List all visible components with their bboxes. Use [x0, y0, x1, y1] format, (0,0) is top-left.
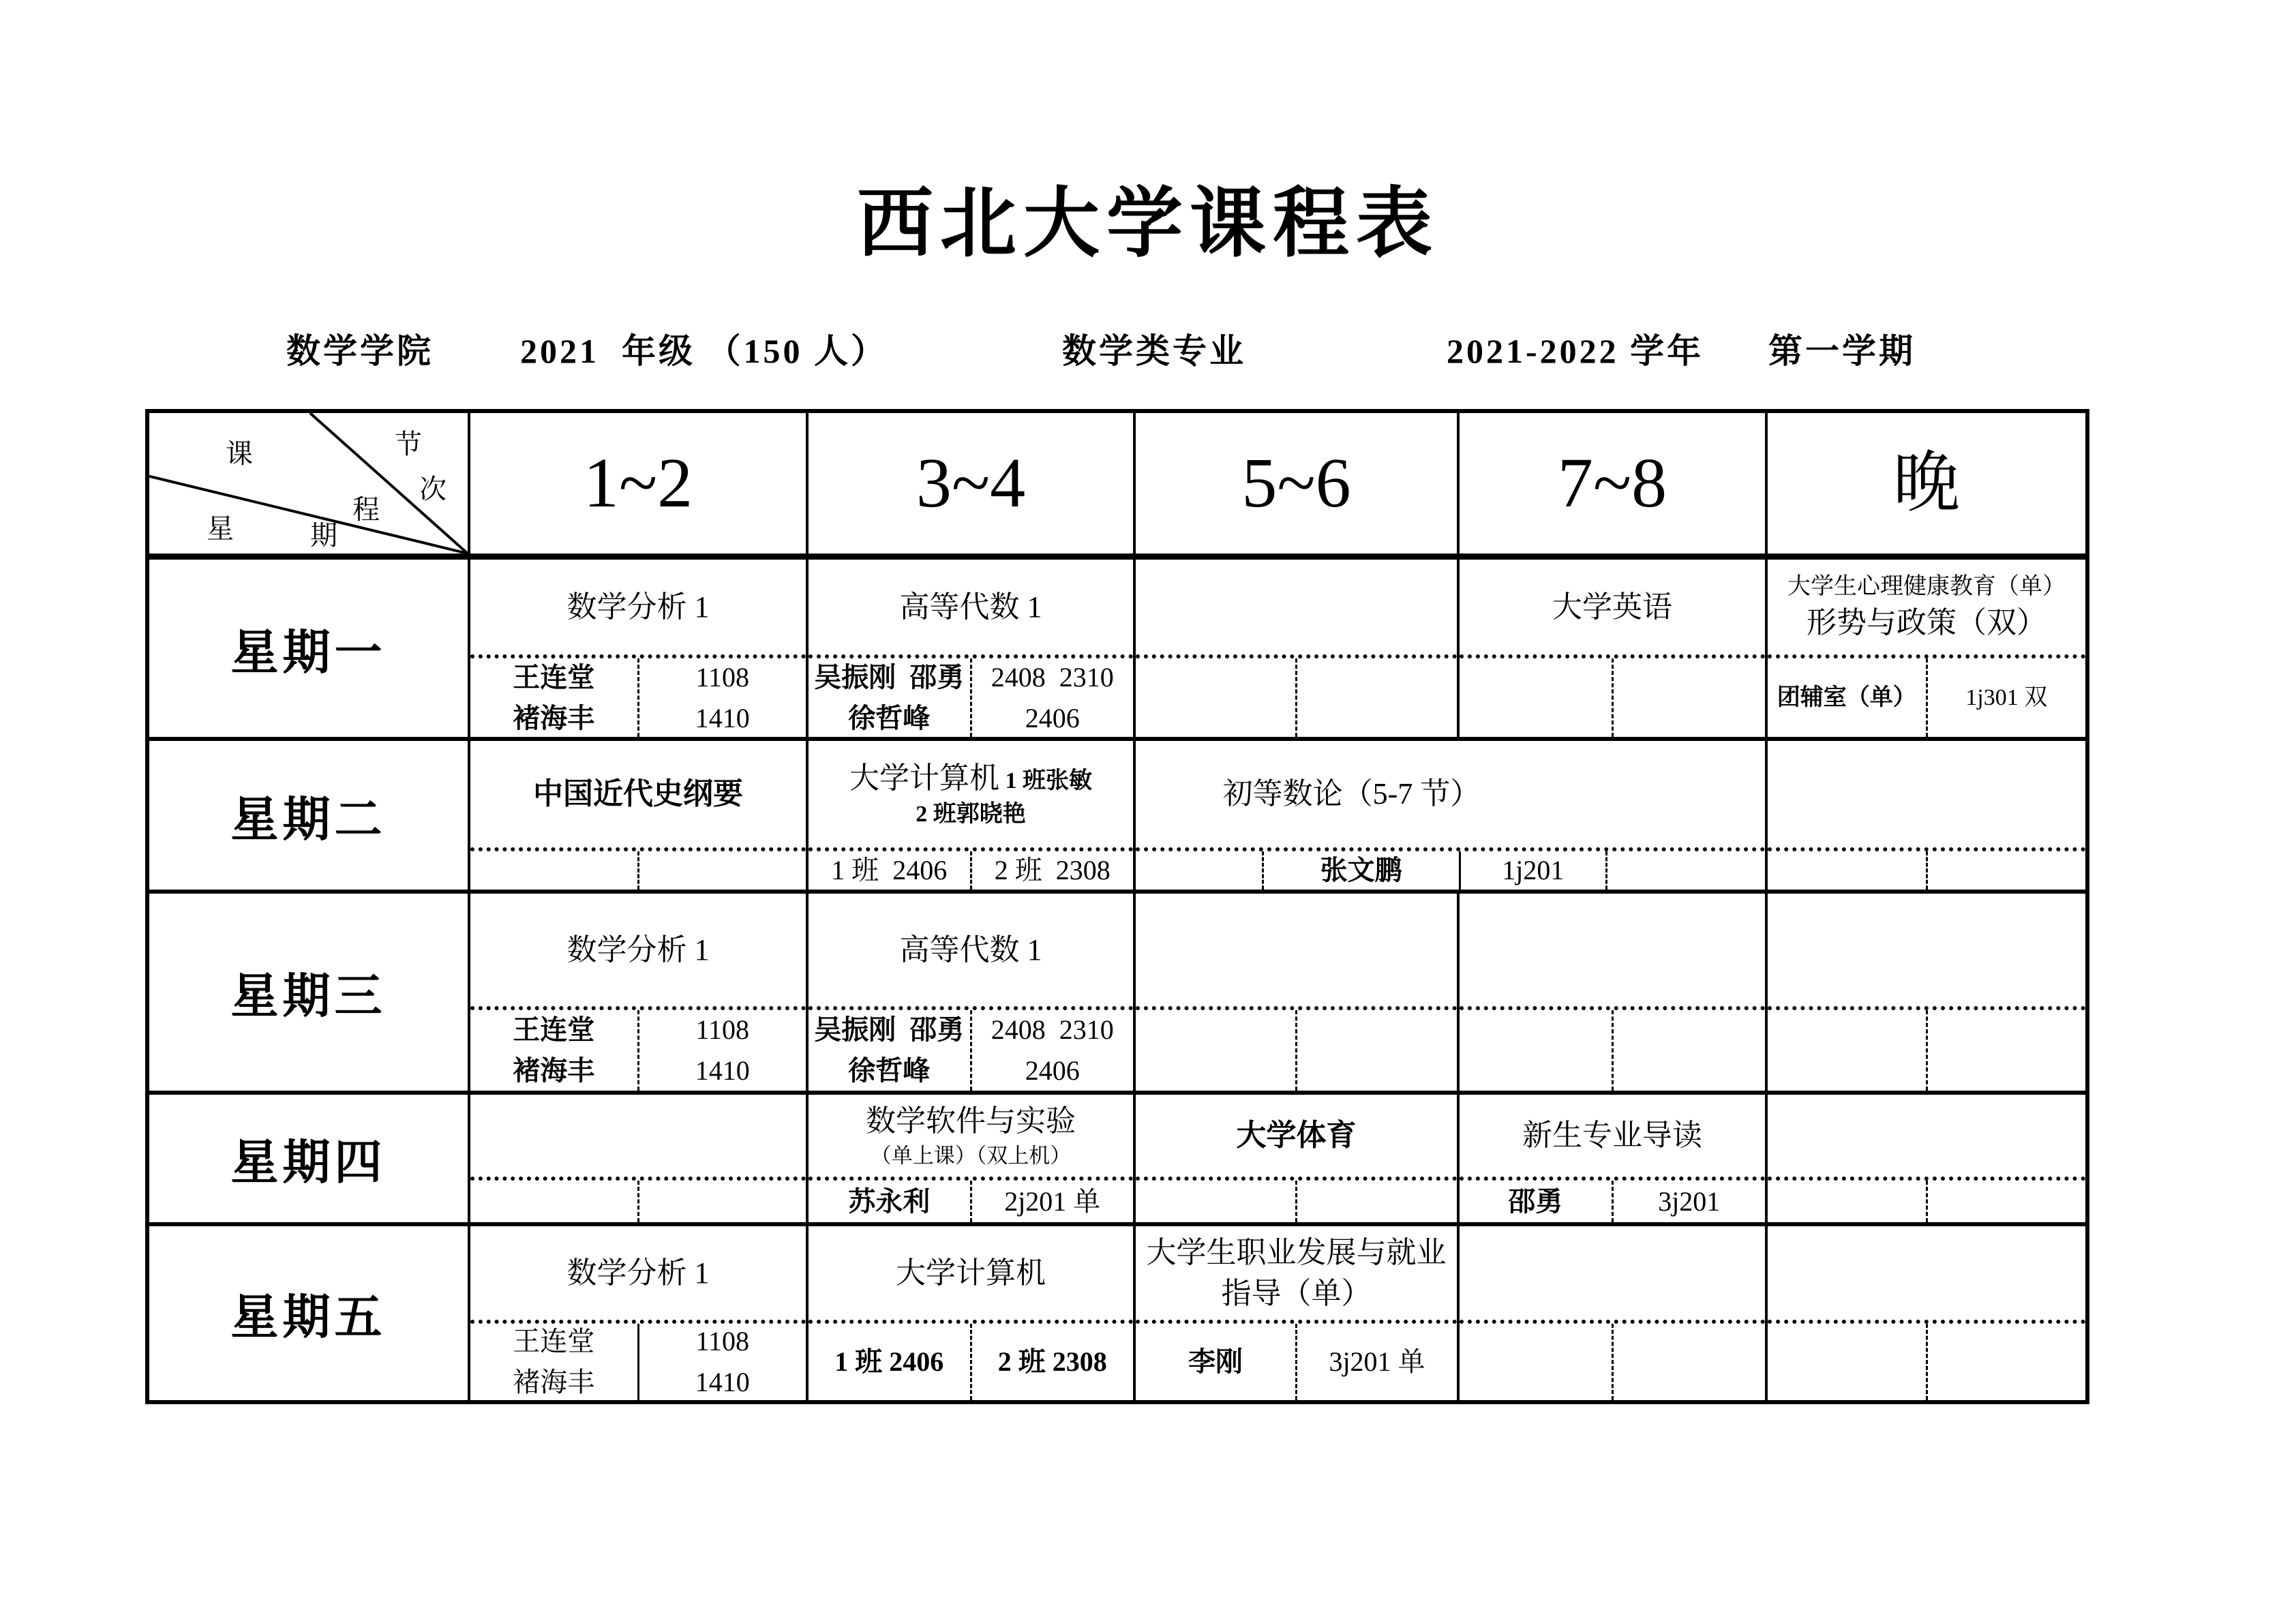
- class-2-teacher: 2 班郭晓艳: [916, 801, 1026, 827]
- detail-row: [809, 1177, 1133, 1222]
- teacher-names: 吴振刚 邵勇 徐哲峰: [814, 661, 965, 733]
- grade-and-size: 2021 年级 （150 人）: [520, 332, 888, 370]
- room-numbers: 1108 1410: [637, 1324, 806, 1400]
- teacher-names: 吴振刚 邵勇 徐哲峰: [814, 1014, 965, 1086]
- corner-label-qi: 期: [310, 520, 337, 551]
- course-name: 大学体育: [1236, 1119, 1357, 1153]
- detail-row: [470, 654, 806, 737]
- course-name: 大学计算机: [896, 1256, 1046, 1290]
- detail-row: [809, 847, 1133, 890]
- cell-mon-3-4: [809, 560, 1136, 741]
- cell-tue-evening: [1768, 741, 2085, 894]
- period-header-5-6: 5~6: [1136, 413, 1460, 560]
- cell-fri-7-8: [1460, 1226, 1768, 1400]
- period-header-3-4: 3~4: [809, 413, 1136, 560]
- day-label-monday: 星期一: [149, 560, 470, 741]
- cell-fri-5-6: [1136, 1226, 1460, 1400]
- course-name: 中国近代史纲要: [533, 777, 743, 811]
- cell-thu-3-4: [809, 1095, 1136, 1226]
- course-name: 大学英语: [1552, 590, 1672, 624]
- course-name: 初等数论（5-7 节）: [1222, 777, 1481, 811]
- room-numbers: 3j201 单: [1295, 1324, 1457, 1400]
- teacher-names: 邵勇: [1508, 1185, 1563, 1217]
- cell-thu-7-8: [1460, 1095, 1768, 1226]
- teacher-names: 王连堂 褚海丰: [513, 1014, 595, 1086]
- cell-wed-3-4: [809, 894, 1136, 1095]
- timetable: [145, 409, 2089, 1404]
- cell-wed-5-6: [1136, 894, 1460, 1095]
- corner-label-cheng: 程: [352, 494, 380, 525]
- cell-wed-7-8: [1460, 894, 1768, 1095]
- cell-fri-3-4: [809, 1226, 1136, 1400]
- room-numbers: 1108 1410: [637, 658, 806, 737]
- teacher-names: 张文鹏: [1262, 851, 1459, 890]
- corner-label-xing: 星: [207, 513, 234, 544]
- semester: 第一学期: [1768, 332, 1916, 370]
- detail-row: [1136, 847, 1765, 890]
- cell-tue-1-2: [470, 741, 809, 894]
- corner-label-jie: 节: [395, 429, 422, 459]
- cell-mon-5-6: [1136, 560, 1460, 741]
- course-name: 数学分析 1: [567, 1256, 710, 1290]
- cell-tue-3-4: [809, 741, 1136, 894]
- college-name: 数学学院: [286, 332, 434, 370]
- period-header-7-8: 7~8: [1460, 413, 1768, 560]
- major-name: 数学类专业: [1062, 332, 1246, 370]
- teacher-names: 王连堂 褚海丰: [513, 1326, 595, 1397]
- day-label-friday: 星期五: [149, 1226, 470, 1400]
- academic-year: 2021-2022 学年: [1447, 332, 1704, 370]
- page-title: 西北大学课程表: [857, 182, 1439, 267]
- detail-row: [1136, 1320, 1457, 1400]
- period-header-evening: 晚: [1768, 413, 2085, 560]
- corner-label-ke: 课: [226, 438, 253, 469]
- detail-row: [809, 1006, 1133, 1091]
- class-2-room: 2 班 2308: [970, 851, 1134, 890]
- cell-thu-1-2: [470, 1095, 809, 1226]
- detail-row: [470, 1006, 806, 1091]
- course-name: 大学计算机 1 班张敏: [849, 761, 1092, 795]
- class-1-teacher: 1 班张敏: [999, 768, 1092, 794]
- cell-wed-evening: [1768, 894, 2085, 1095]
- cell-fri-1-2: [470, 1226, 809, 1400]
- room-numbers: 1j301 双: [1926, 658, 2086, 737]
- cell-tue-5-8-merged: [1136, 741, 1768, 894]
- teacher-names: 李刚: [1188, 1346, 1243, 1377]
- room-numbers: 1108 1410: [637, 1010, 806, 1091]
- course-name: 大学生职业发展与就业: [1146, 1236, 1447, 1270]
- detail-row: [1460, 1177, 1765, 1222]
- detail-row: [1768, 654, 2085, 737]
- class-2-room: 2 班 2308: [970, 1324, 1134, 1400]
- room-numbers: 2408 2310 2406: [970, 1010, 1134, 1091]
- class-1-room: 1 班 2406: [834, 1346, 944, 1377]
- detail-row: [809, 1320, 1133, 1400]
- course-name: 数学分析 1: [567, 932, 710, 967]
- course-name-2: 形势与政策（双）: [1807, 605, 2046, 639]
- course-name: 高等代数 1: [899, 590, 1042, 624]
- day-label-wednesday: 星期三: [149, 894, 470, 1095]
- course-name-2: 指导（单）: [1221, 1276, 1372, 1310]
- course-name: 数学分析 1: [567, 590, 710, 624]
- class-1-room: 1 班 2406: [831, 855, 948, 885]
- cell-mon-1-2: [470, 560, 809, 741]
- day-label-thursday: 星期四: [149, 1095, 470, 1226]
- detail-row: [470, 1320, 806, 1400]
- cell-wed-1-2: [470, 894, 809, 1095]
- course-name: 高等代数 1: [899, 932, 1042, 967]
- course-note: （单上课）（双上机）: [870, 1143, 1072, 1168]
- cell-mon-7-8: [1460, 560, 1768, 741]
- cell-thu-evening: [1768, 1095, 2085, 1226]
- room-numbers: 3j201: [1612, 1181, 1766, 1222]
- course-name: 大学生心理健康教育（单）: [1787, 573, 2066, 599]
- period-header-1-2: 1~2: [470, 413, 809, 560]
- corner-label-ci: 次: [419, 474, 447, 504]
- course-name: 新生专业导读: [1522, 1119, 1702, 1153]
- room-numbers: 1j201: [1459, 851, 1605, 890]
- day-label-tuesday: 星期二: [149, 741, 470, 894]
- course-name: 数学软件与实验: [866, 1104, 1076, 1138]
- room-numbers: 2408 2310 2406: [970, 658, 1134, 737]
- cell-fri-evening: [1768, 1226, 2085, 1400]
- room-numbers: 2j201 单: [970, 1181, 1134, 1222]
- cell-mon-evening: [1768, 560, 2085, 741]
- room-label: 团辅室（单）: [1777, 685, 1916, 710]
- teacher-names: 王连堂 褚海丰: [513, 661, 595, 733]
- cell-thu-5-6: [1136, 1095, 1460, 1226]
- corner-header-cell: [149, 413, 470, 560]
- detail-row: [809, 654, 1133, 737]
- teacher-names: 苏永利: [848, 1185, 931, 1217]
